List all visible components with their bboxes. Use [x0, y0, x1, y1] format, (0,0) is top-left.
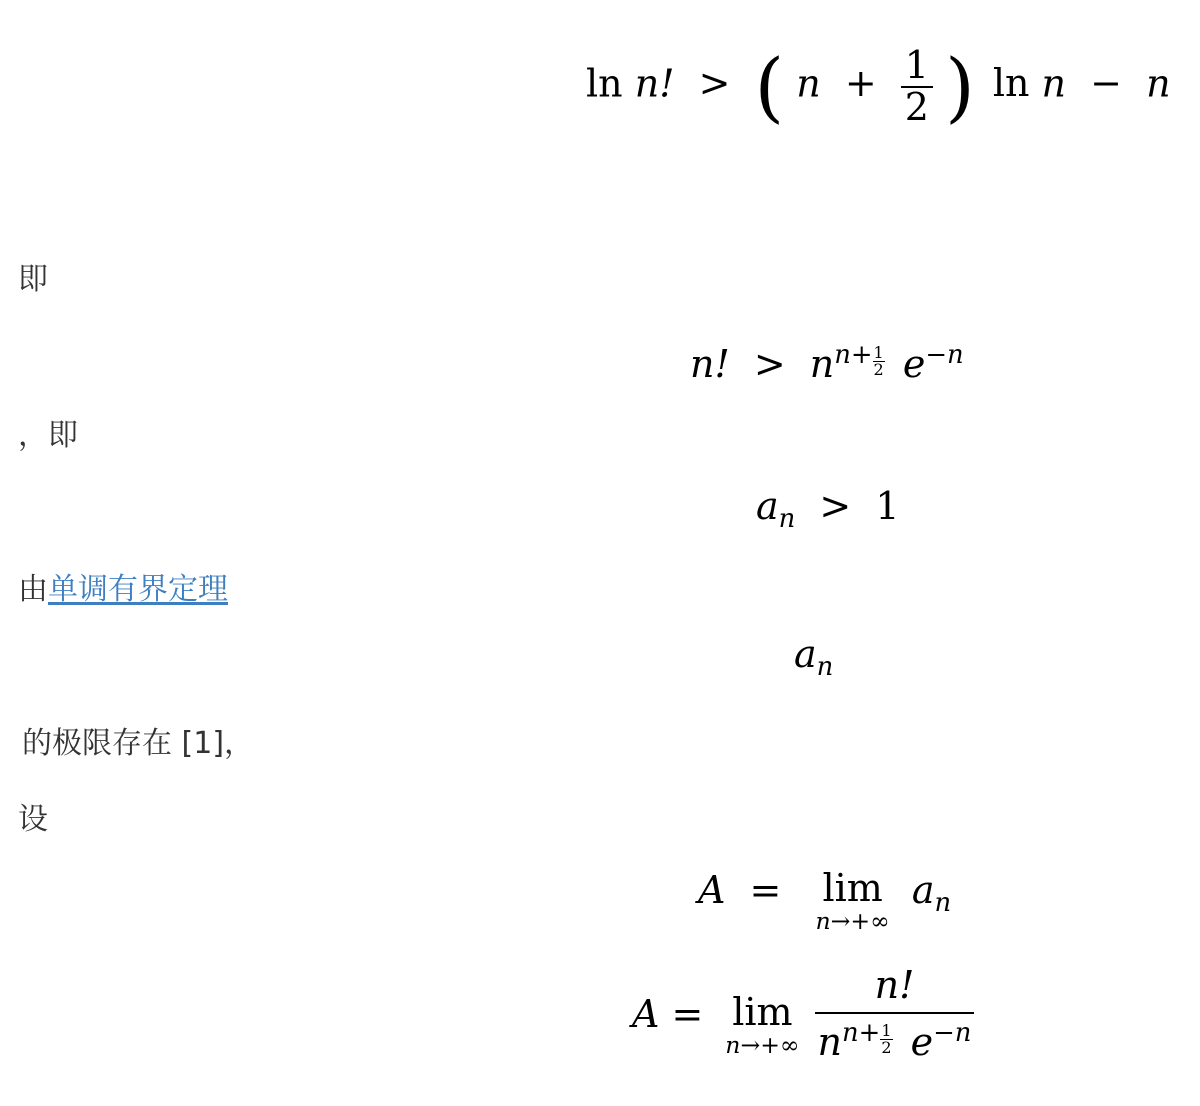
text-ji: 即: [18, 262, 48, 297]
equals-symbol: =: [671, 992, 704, 1037]
minus-symbol: −: [1090, 61, 1122, 106]
lim-subscript: n→+∞: [815, 906, 890, 935]
exponent-fraction: [880, 1023, 892, 1056]
limit-operator: [815, 868, 889, 933]
plus-symbol: +: [844, 61, 877, 106]
exponent-fraction-denominator: 2: [873, 360, 884, 380]
exponent-n-plus: n+: [834, 340, 873, 370]
exponent: [834, 340, 884, 380]
lim-word: lim: [822, 866, 883, 910]
lim-word: lim: [732, 989, 793, 1034]
right-paren: ): [945, 42, 975, 132]
text-limit-exists: 的极限存在 [1]，: [22, 726, 255, 761]
subscript-n: n: [778, 503, 796, 534]
equation-an-gt-one: [756, 484, 900, 534]
subscript-n: n: [934, 887, 952, 918]
e-exponent: −n: [933, 1017, 972, 1048]
fraction-stirling: [814, 963, 976, 1065]
var-e: e: [910, 1020, 934, 1065]
gt-symbol: >: [753, 342, 786, 387]
ln-operator: ln: [586, 61, 623, 106]
limit-operator: [725, 989, 800, 1059]
text-comma-ji: ，即: [18, 418, 78, 453]
var-A: A: [632, 992, 660, 1037]
equation-ln-factorial-bound: [586, 42, 1171, 132]
fraction-denominator: [814, 1014, 976, 1063]
var-a: a: [911, 868, 935, 912]
text-you: 由: [18, 572, 48, 607]
exponent-n-plus: n+: [842, 1017, 881, 1048]
left-paren: (: [754, 42, 785, 132]
var-n: n: [796, 61, 821, 106]
lim-subscript: n→+∞: [725, 1030, 800, 1059]
equation-factorial-lower-bound: [690, 340, 964, 386]
number-one: 1: [875, 484, 900, 528]
equals-symbol: =: [749, 868, 782, 912]
exponent-fraction-numerator: 1: [873, 343, 884, 363]
var-a: a: [756, 484, 779, 528]
var-n-factorial: n!: [690, 342, 730, 387]
ln-operator: ln: [992, 61, 1030, 106]
gt-symbol: >: [698, 61, 731, 106]
var-n: n: [809, 342, 835, 387]
gt-symbol: >: [819, 484, 852, 528]
exponent-fraction: [873, 345, 885, 378]
var-e: e: [902, 342, 926, 387]
exponent-fraction-numerator: 1: [881, 1021, 892, 1041]
exponent-fraction-denominator: 2: [881, 1038, 892, 1058]
fraction-numerator: 1: [901, 46, 933, 88]
var-n: n: [817, 1020, 843, 1065]
var-n: n: [1146, 61, 1171, 106]
text-by-theorem: [18, 572, 228, 608]
equation-A-limit-fraction: [632, 963, 975, 1065]
equation-A-limit-an: [698, 868, 951, 933]
text-she: 设: [18, 802, 48, 837]
fraction-numerator: n!: [815, 966, 975, 1014]
fraction-denominator: 2: [904, 84, 929, 129]
exponent: [842, 1017, 892, 1058]
var-a: a: [794, 632, 817, 676]
monotone-bounded-theorem-link[interactable]: 单调有界定理: [48, 572, 228, 607]
var-A: A: [698, 868, 726, 912]
fraction-one-half: [901, 43, 933, 129]
var-n: n: [1041, 61, 1067, 106]
e-exponent: −n: [925, 340, 964, 370]
subscript-n: n: [816, 651, 834, 682]
equation-an: [794, 632, 833, 682]
var-n-factorial: n!: [634, 61, 675, 106]
